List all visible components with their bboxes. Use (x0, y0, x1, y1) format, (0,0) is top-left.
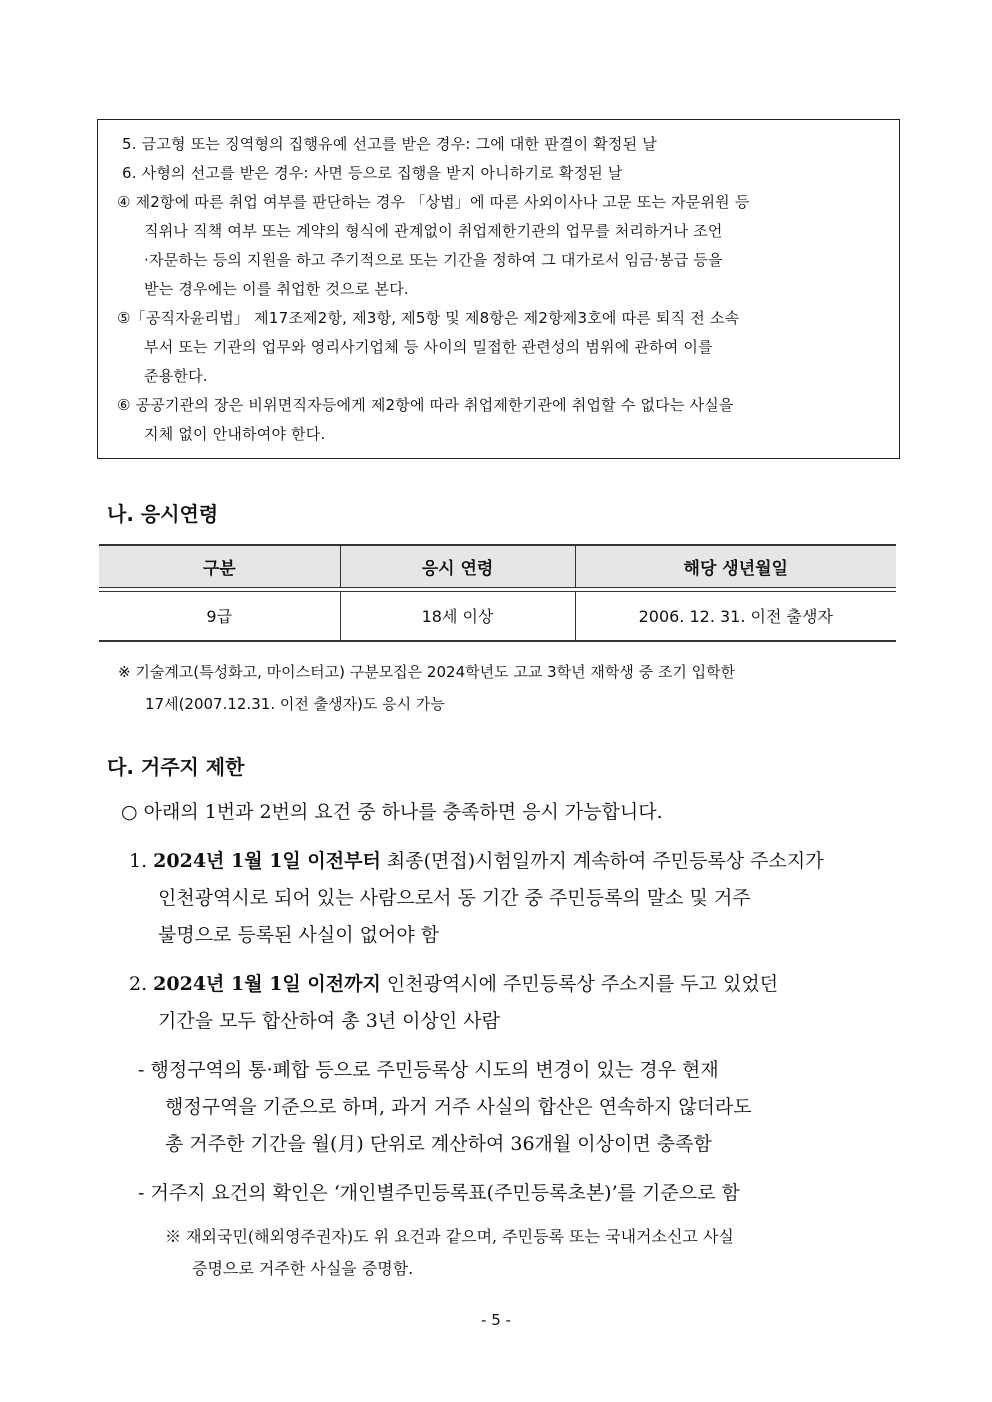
table-row (99, 591, 896, 641)
section-title-age: 나. 응시연령 (107, 502, 219, 526)
age-note-line: 17세(2007.12.31. 이전 출생자)도 응시 가능 (145, 695, 445, 713)
box-line: 준용한다. (144, 367, 208, 385)
age-table (99, 544, 896, 642)
table-cell: 9급 (99, 591, 340, 641)
box-line: 5. 금고형 또는 징역형의 집행유예 선고를 받은 경우: 그에 대한 판결이 확정된 날 (122, 135, 657, 153)
section-title-residence: 다. 거주지 제한 (107, 755, 245, 779)
requirement-1-line: 불명으로 등록된 사실이 없어야 함 (158, 924, 440, 946)
dash-note-2: - 거주지 요건의 확인은 ‘개인별주민등록표(주민등록초본)’를 기준으로 함 (138, 1182, 740, 1204)
table-cell: 18세 이상 (340, 591, 575, 641)
requirement-2-date: 2024년 1월 1일 이전까지 (153, 973, 381, 995)
box-line: 지체 없이 안내하여야 한다. (144, 425, 326, 443)
box-line: 부서 또는 기관의 업무와 영리사기업체 등 사이의 밀접한 관련성의 범위에 관하여 이를 (144, 338, 713, 356)
box-line: 직위나 직책 여부 또는 계약의 형식에 관계없이 취업제한기관의 업무를 처리하거나 조언 (144, 222, 723, 240)
box-line: ⑥ 공공기관의 장은 비위면직자등에게 제2항에 따라 취업제한기관에 취업할 수 없다는 사실을 (117, 396, 734, 414)
dash-note-1-line: 총 거주한 기간을 월(月) 단위로 계산하여 36개월 이상이면 충족함 (165, 1133, 712, 1155)
table-header-cell: 해당 생년월일 (575, 545, 896, 587)
requirement-1-line: 인천광역시로 되어 있는 사람으로서 동 기간 중 주민등록의 말소 및 거주 (158, 887, 751, 909)
requirement-1: 1. 2024년 1월 1일 이전부터 최종(면접)시험일까지 계속하여 주민등록상 주소지가 (129, 850, 824, 872)
overseas-note-line: 증명으로 거주한 사실을 증명함. (192, 1259, 414, 1278)
dash-note-1: - 행정구역의 통·폐합 등으로 주민등록상 시도의 변경이 있는 경우 현재 (138, 1059, 719, 1081)
overseas-note-line: ※ 재외국민(해외영주권자)도 위 요건과 같으며, 주민등록 또는 국내거소신고 사실 (165, 1227, 734, 1246)
page-number: - 5 - (481, 1311, 511, 1329)
law-excerpt-box (97, 119, 900, 459)
requirement-2-line: 기간을 모두 합산하여 총 3년 이상인 사람 (158, 1010, 500, 1032)
requirement-2: 2. 2024년 1월 1일 이전까지 인천광역시에 주민등록상 주소지를 두고 있었던 (129, 973, 779, 995)
age-note-line: ※ 기술계고(특성화고, 마이스터고) 구분모집은 2024학년도 고교 3학년 재학생 중 조기 입학한 (118, 663, 736, 681)
table-header-row (99, 545, 896, 587)
box-line: ④ 제2항에 따른 취업 여부를 판단하는 경우 「상법」에 따른 사외이사나 고문 또는 자문위원 등 (117, 193, 750, 211)
residence-intro: ○ 아래의 1번과 2번의 요건 중 하나를 충족하면 응시 가능합니다. (121, 801, 663, 823)
box-line: 받는 경우에는 이를 취업한 것으로 본다. (144, 280, 409, 298)
box-line: ·자문하는 등의 지원을 하고 주기적으로 또는 기간을 정하여 그 대가로서 임금·봉급 등을 (144, 251, 723, 269)
table-header-cell: 응시 연령 (340, 545, 575, 587)
table-cell: 2006. 12. 31. 이전 출생자 (575, 591, 896, 641)
dash-note-1-line: 행정구역을 기준으로 하며, 과거 거주 사실의 합산은 연속하지 않더라도 (165, 1096, 752, 1118)
box-line: 6. 사형의 선고를 받은 경우: 사면 등으로 집행을 받지 아니하기로 확정된 날 (122, 164, 623, 182)
table-header-cell: 구분 (99, 545, 340, 587)
requirement-1-date: 2024년 1월 1일 이전부터 (153, 850, 381, 872)
box-line: ⑤「공직자윤리법」 제17조제2항, 제3항, 제5항 및 제8항은 제2항제3호에 따른 퇴직 전 소속 (117, 309, 740, 327)
